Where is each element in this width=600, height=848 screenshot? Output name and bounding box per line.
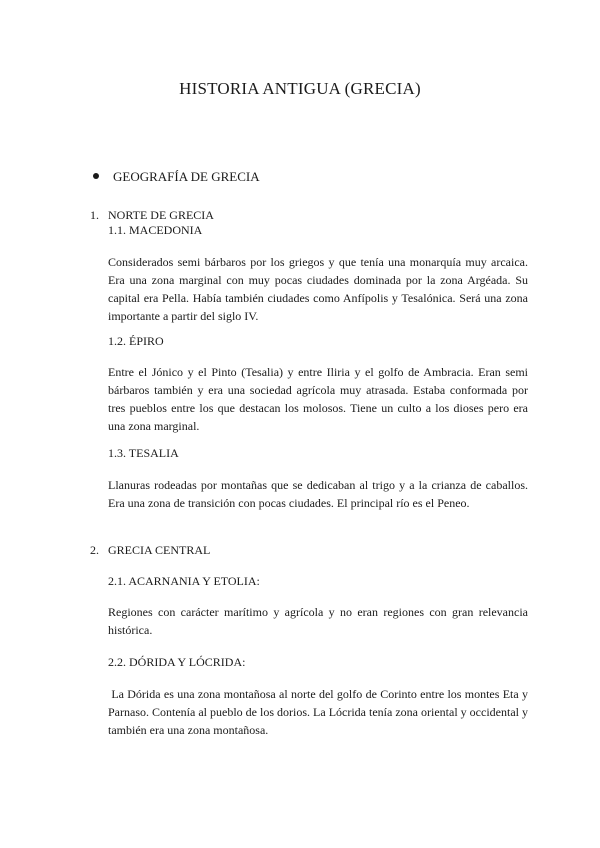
subsection-heading: 1.3. TESALIA: [108, 446, 179, 460]
paragraph-text: Entre el Jónico y el Pinto (Tesalia) y entre Iliria y el golfo de Ambracia. Eran semi bárbaros también y era una sociedad agrícola muy atrasada. Estaba conformada por tres pueblos entre los que destacan los molosos. Tiene un culto a los dioses pero era una zona marginal.: [108, 365, 528, 433]
subsection-heading: 1.2. ÉPIRO: [108, 334, 164, 348]
paragraph: [108, 363, 528, 435]
subsection-heading: 1.1. MACEDONIA: [108, 223, 203, 237]
paragraph-text: Considerados semi bárbaros por los griegos y que tenía una monarquía muy arcaica. Era una zona marginal con muy pocas ciudades dominada por la zona Argéada. Su capital era Pella. Había también ciudades como Anfípolis y Tesalónica. Será una zona importante a partir del siglo IV.: [108, 255, 528, 323]
section-heading-text: GEOGRAFÍA DE GRECIA: [113, 169, 260, 184]
paragraph: [108, 685, 532, 739]
part-heading: NORTE DE GRECIA: [108, 208, 214, 222]
paragraph: [108, 476, 528, 512]
paragraph-text: La Dórida es una zona montañosa al norte del golfo de Corinto entre los montes Eta y Parnaso. Contenía al pueblo de los dorios. La Lócrida tenía zona oriental y occidental y también era una zona montañosa.: [108, 687, 532, 737]
paragraph: [108, 603, 528, 639]
paragraph-text: Llanuras rodeadas por montañas que se dedicaban al trigo y a la crianza de caballos. Era una zona de transición con pocas ciudades. El principal río es el Peneo.: [108, 478, 528, 510]
document-title: HISTORIA ANTIGUA (GRECIA): [179, 79, 421, 98]
bullet-icon: [93, 173, 99, 179]
subsection-heading: 2.2. DÓRIDA Y LÓCRIDA:: [108, 655, 246, 669]
paragraph-text: Regiones con carácter marítimo y agrícola y no eran regiones con gran relevancia histórica.: [108, 605, 528, 637]
part-number: 1.: [90, 208, 99, 222]
paragraph: [108, 253, 528, 325]
part-heading: GRECIA CENTRAL: [108, 543, 211, 557]
subsection-heading: 2.1. ACARNANIA Y ETOLIA:: [108, 574, 260, 588]
part-number: 2.: [90, 543, 99, 557]
section-heading: [93, 168, 260, 186]
